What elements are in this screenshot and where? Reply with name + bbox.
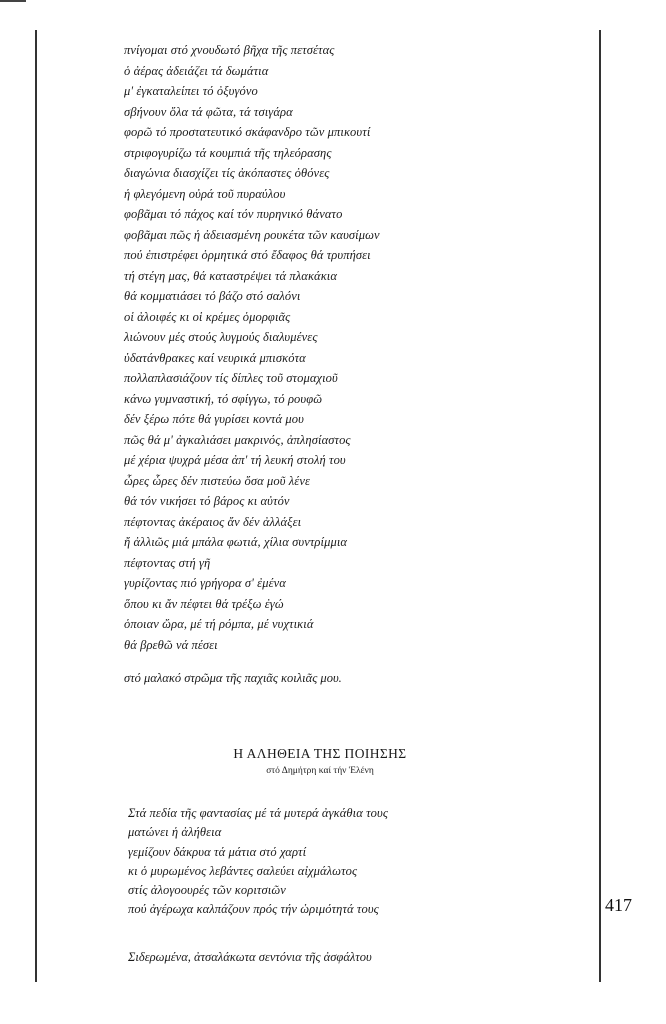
poem-line: στίς ἀλογοουρές τῶν κοριτσιῶν bbox=[128, 883, 286, 898]
second-poem-last-line: Σιδερωμένα, ἀτσαλάκωτα σεντόνια τῆς ἀσφάλτου bbox=[128, 950, 372, 964]
poem-line: πού ἀγέρωχα καλπάζουν πρός τήν ὡριμότητά τους bbox=[128, 902, 379, 917]
poem-line: μ' ἐγκαταλείπει τό ὀξυγόνο bbox=[124, 84, 258, 98]
poem-line: ὁ ἀέρας ἀδειάζει τά δωμάτια bbox=[124, 63, 269, 78]
poem-line: διαγώνια διασχίζει τίς ἀκόπαστες ὀθόνες bbox=[124, 166, 330, 180]
poem-line: γυρίζοντας πιό γρήγορα σ' ἐμένα bbox=[124, 576, 286, 590]
poem-line: κι ὁ μυρωμένος λεβάντες σαλεύει αἰχμάλωτος bbox=[128, 863, 358, 878]
poem-line: ὁποιαν ὥρα, μέ τή ρόμπα, μέ νυχτικιά bbox=[124, 617, 314, 631]
poem-line: ματώνει ἡ ἀλήθεια bbox=[128, 825, 222, 840]
poem-line: ὅπου κι ἄν πέφτει θά τρέξω ἐγώ bbox=[124, 596, 284, 611]
poem-line: πέφτοντας ἀκέραιος ἄν δέν ἀλλάξει bbox=[124, 514, 302, 529]
poem-line: γεμίζουν δάκρυα τά μάτια στό χαρτί bbox=[128, 844, 307, 859]
corner-scan-mark bbox=[0, 0, 26, 2]
poem-line: οἱ ἀλοιφές κι οἱ κρέμες ὁμορφιᾶς bbox=[124, 309, 291, 324]
poem-line: φοβᾶμαι τό πάχος καί τόν πυρηνικό θάνατο bbox=[124, 207, 343, 221]
poem-line: πολλαπλασιάζουν τίς δίπλες τοῦ στομαχιοῦ bbox=[124, 371, 338, 385]
poem-dedication: στό Δημήτρη καί τήν Ἑλένη bbox=[266, 766, 374, 776]
poem-line: στριφογυρίζω τά κουμπιά τῆς τηλεόρασης bbox=[124, 145, 332, 160]
poem-line: μέ χέρια ψυχρά μέσα ἀπ' τή λευκή στολή του bbox=[124, 453, 346, 467]
poem-line: θά βρεθῶ νά πέσει bbox=[124, 637, 218, 652]
poem-title: Η ΑΛΗΘΕΙΑ ΤΗΣ ΠΟΙΗΣΗΣ bbox=[233, 746, 407, 761]
poem-line: τή στέγη μας, θά καταστρέψει τά πλακάκια bbox=[124, 268, 338, 283]
poem-line: θά τόν νικήσει τό βάρος κι αὐτόν bbox=[124, 494, 290, 508]
poem-line: σβήνουν ὅλα τά φῶτα, τά τσιγάρα bbox=[124, 104, 293, 119]
poem-line: πέφτοντας στή γῆ bbox=[124, 555, 211, 570]
poem-line: κάνω γυμναστική, τό σφίγγω, τό ρουφῶ bbox=[124, 391, 323, 406]
poem-line: ὑδατάνθρακες καί νευρικά μπισκότα bbox=[124, 350, 306, 365]
poem-line: φοβᾶμαι πῶς ἡ ἀδειασμένη ρουκέτα τῶν καυσίμων bbox=[124, 227, 380, 242]
poem-line: πού ἐπιστρέφει ὁρμητικά στό ἔδαφος θά τρυπήσει bbox=[124, 248, 371, 262]
poem-line: ἡ φλεγόμενη οὐρά τοῦ πυραύλου bbox=[124, 186, 286, 201]
poem-line: λιώνουν μές στούς λυγμούς διαλυμένες bbox=[124, 330, 318, 344]
poem-line: ἤ ἀλλιῶς μιά μπάλα φωτιά, χίλια συντρίμμια bbox=[124, 535, 348, 549]
poem-line: ὧρες ὧρες δέν πιστεύω ὅσα μοῦ λένε bbox=[124, 473, 310, 488]
poem-line: Στά πεδία τῆς φαντασίας μέ τά μυτερά ἀγκάθια τους bbox=[128, 806, 389, 820]
right-margin-rule bbox=[599, 30, 601, 982]
poem-closing-line: στό μαλακό στρῶμα τῆς παχιᾶς κοιλιᾶς μου. bbox=[124, 671, 342, 685]
second-poem-body bbox=[128, 804, 598, 920]
poem-line: πνίγομαι στό χνουδωτό βῆχα τῆς πετσέτας bbox=[124, 43, 335, 57]
poem-line: θά κομματιάσει τό βάζο στό σαλόνι bbox=[124, 289, 301, 303]
poem-line: πῶς θά μ' ἀγκαλιάσει μακρινός, ἀπλησίαστος bbox=[124, 432, 351, 447]
poem-continuation bbox=[124, 40, 594, 655]
page-number: 417 bbox=[605, 895, 632, 915]
poem-line: δέν ξέρω πότε θά γυρίσει κοντά μου bbox=[124, 412, 304, 426]
left-margin-rule bbox=[35, 30, 37, 982]
poem-line: φορῶ τό προστατευτικό σκάφανδρο τῶν μπικουτί bbox=[124, 125, 371, 139]
